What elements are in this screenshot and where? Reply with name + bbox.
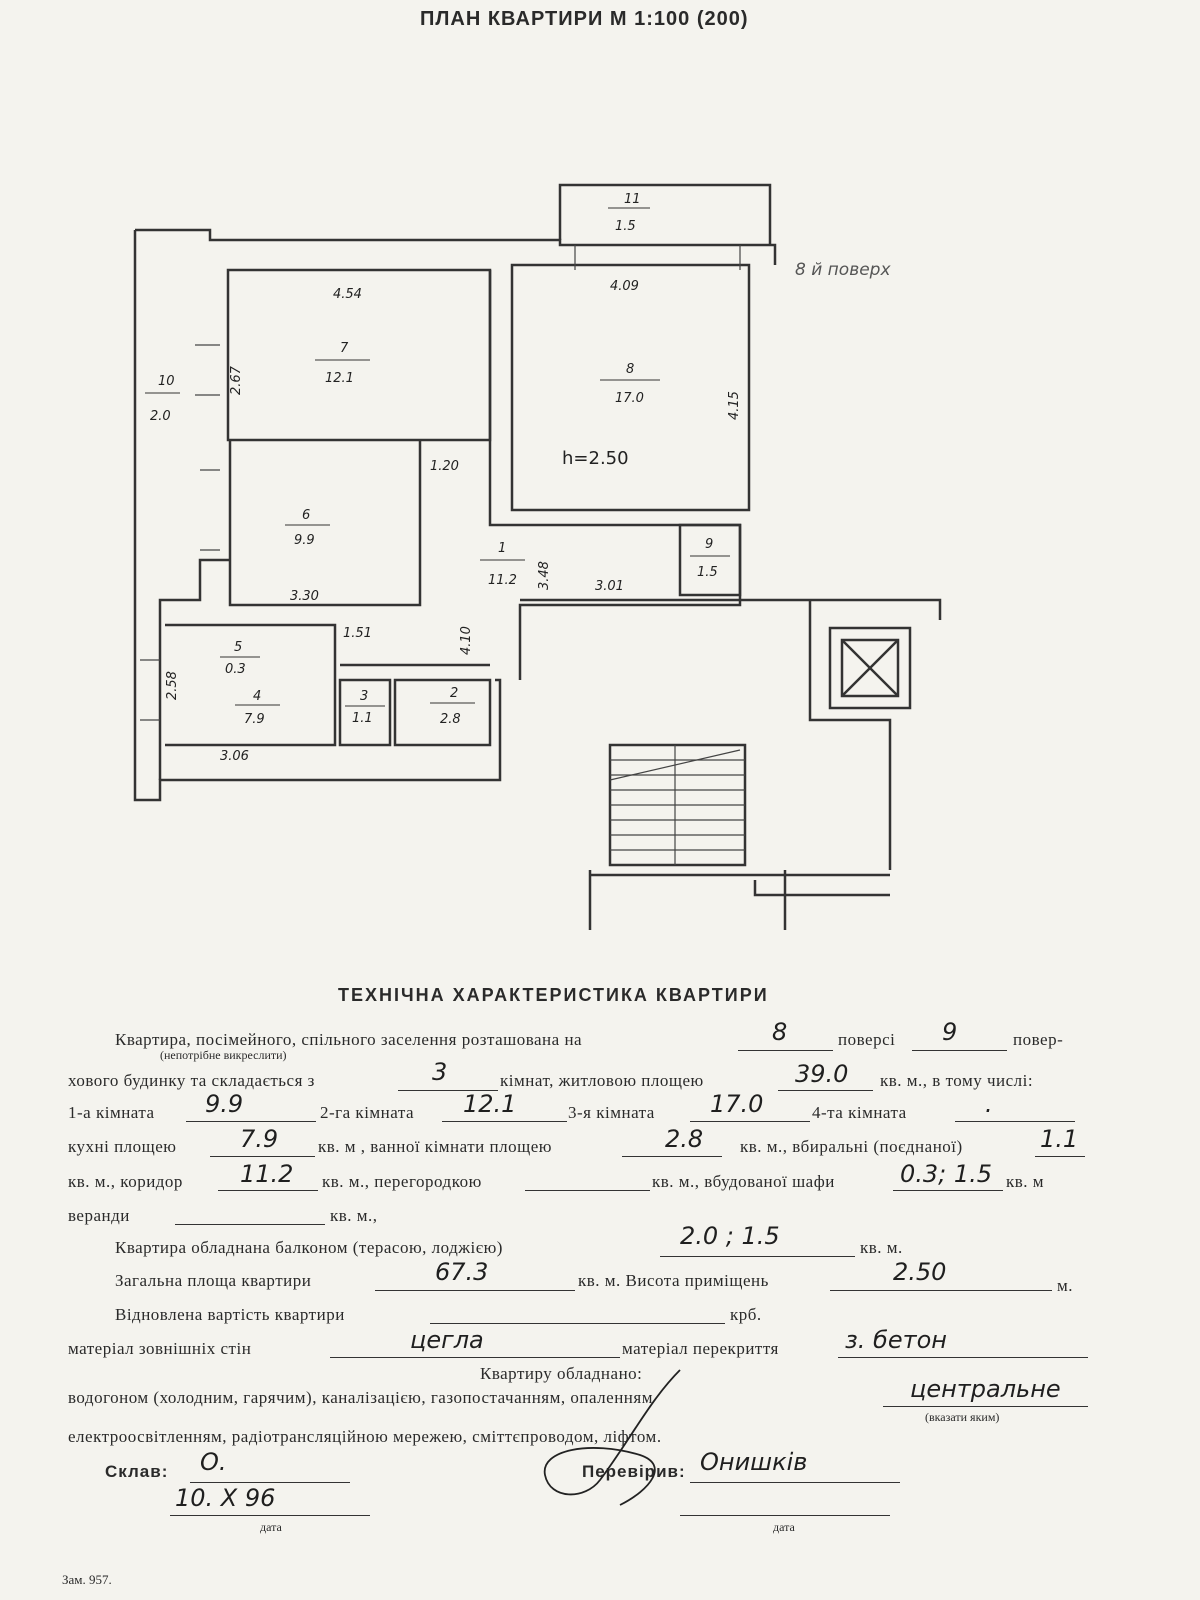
text-r2c: кв. м., в тому числі: [880, 1071, 1034, 1090]
room-area-label: 0.3 [225, 662, 246, 677]
ceiling-value: з. бетон [845, 1326, 947, 1354]
room2-value: 12.1 [463, 1090, 517, 1118]
text-r1b: поверсі [838, 1030, 896, 1049]
dimension-label: 3.30 [290, 589, 319, 604]
text-r4b: кв. м , ванної кімнати площею [318, 1137, 552, 1156]
room-number-label: 11 [624, 192, 641, 207]
room-number-label: 4 [253, 689, 262, 704]
living-area-value: 39.0 [795, 1060, 849, 1088]
dimension-label: 4.09 [610, 279, 639, 294]
compiled-signature: О. [200, 1448, 227, 1476]
heating-value: центральне [910, 1375, 1061, 1403]
dimension-label: 1.20 [430, 459, 459, 474]
text-r2a: хового будинку та складається з [68, 1071, 315, 1090]
plan-title: ПЛАН КВАРТИРИ М 1:100 (200) [420, 8, 749, 30]
dimension-label: 2.58 [165, 671, 180, 700]
room-area-label: 2.8 [440, 712, 461, 727]
room3-value: 17.0 [710, 1090, 764, 1118]
checked-signature: Онишків [700, 1448, 808, 1476]
corridor-value: 11.2 [240, 1160, 294, 1188]
dimension-label: 3.48 [537, 561, 552, 590]
room-area-label: 7.9 [244, 712, 265, 727]
text-r8c: м. [1057, 1276, 1074, 1295]
room-number-label: 7 [340, 341, 349, 356]
text-r9a: Відновлена вартість квартири [115, 1305, 345, 1324]
date-value: 10. X 96 [175, 1484, 276, 1512]
text-r5d: кв. м [1006, 1172, 1045, 1191]
text-r10a: матеріал зовнішніх стін [68, 1339, 252, 1358]
text-r6a: веранди [68, 1206, 130, 1225]
text-r3b: 2-га кімната [320, 1103, 415, 1122]
signature-scribble [530, 1360, 730, 1520]
dimension-label: 2.67 [229, 366, 244, 395]
balcony-value: 2.0 ; 1.5 [680, 1222, 780, 1250]
room4-value: . [985, 1090, 993, 1118]
room-area-label: 17.0 [615, 391, 644, 406]
note-cross-out: (непотрібне викреслити) [160, 1048, 287, 1062]
text-r8b: кв. м. Висота приміщень [578, 1271, 769, 1290]
text-r11: Квартиру обладнано: [480, 1364, 643, 1383]
text-r4a: кухні площею [68, 1137, 177, 1156]
room-area-label: 1.5 [697, 565, 718, 580]
bath-value: 2.8 [665, 1125, 704, 1153]
footer-order: Зам. 957. [62, 1572, 112, 1587]
wc-value: 1.1 [1040, 1125, 1079, 1153]
spec-title: ТЕХНІЧНА ХАРАКТЕРИСТИКА КВАРТИРИ [338, 985, 769, 1005]
dimension-label: 4.10 [459, 626, 474, 655]
room-number-label: 10 [158, 374, 175, 389]
text-r5b: кв. м., перегородкою [322, 1172, 482, 1191]
text-r1a: Квартира, посімейного, спільного заселення розташована на [115, 1030, 583, 1049]
date-caption: дата [260, 1520, 282, 1534]
room-number-label: 3 [360, 689, 369, 704]
date-caption: дата [773, 1520, 795, 1534]
text-r8a: Загальна площа квартири [115, 1271, 312, 1290]
text-r1c: повер- [1013, 1030, 1064, 1049]
room-area-label: 11.2 [488, 573, 517, 588]
room-number-label: 9 [705, 537, 714, 552]
height-value: 2.50 [893, 1258, 947, 1286]
room-number-label: 6 [302, 508, 311, 523]
text-r9b: крб. [730, 1305, 762, 1324]
rooms-count-value: 3 [432, 1058, 448, 1086]
room-number-label: 2 [450, 686, 459, 701]
room-area-label: 2.0 [150, 409, 171, 424]
text-r13: електроосвітленням, радіотрансляційною мережею, сміттєпроводом, ліфтом. [68, 1427, 662, 1446]
floor-value: 8 [772, 1018, 788, 1046]
text-r5c: кв. м., вбудованої шафи [652, 1172, 835, 1191]
text-r10b: матеріал перекриття [622, 1339, 779, 1358]
dimension-label: 3.01 [595, 579, 624, 594]
closet-value: 0.3; 1.5 [900, 1160, 993, 1188]
text-r7b: кв. м. [860, 1238, 903, 1257]
text-r7a: Квартира обладнана балконом (терасою, лоджією) [115, 1238, 503, 1257]
room1-value: 9.9 [205, 1090, 244, 1118]
floor-note: 8 й поверх [795, 260, 891, 280]
checked-label: Перевірив: [582, 1462, 686, 1481]
room-area-label: 12.1 [325, 371, 354, 386]
text-r3c: 3-я кімната [568, 1103, 655, 1122]
dimension-label: 4.15 [727, 391, 742, 420]
note-specify: (вказати яким) [925, 1410, 1000, 1424]
room-area-label: 1.5 [615, 219, 636, 234]
text-r5a: кв. м., коридор [68, 1172, 183, 1191]
text-r3d: 4-та кімната [812, 1103, 907, 1122]
height-label: h=2.50 [562, 448, 629, 469]
total-area-value: 67.3 [435, 1258, 489, 1286]
text-r12: водогоном (холодним, гарячим), каналізацією, газопостачанням, опаленням [68, 1388, 653, 1407]
text-r2b: кімнат, житловою площею [500, 1071, 704, 1090]
dimension-label: 1.51 [343, 626, 372, 641]
room-number-label: 8 [626, 362, 635, 377]
text-r4c: кв. м., вбиральні (поєднаної) [740, 1137, 963, 1156]
room-area-label: 9.9 [294, 533, 315, 548]
room-area-label: 1.1 [352, 711, 373, 726]
dimension-label: 4.54 [333, 287, 362, 302]
room-number-label: 5 [234, 640, 243, 655]
room-number-label: 1 [498, 541, 507, 556]
dimension-label: 3.06 [220, 749, 249, 764]
kitchen-value: 7.9 [240, 1125, 279, 1153]
floors-total-value: 9 [942, 1018, 958, 1046]
walls-value: цегла [410, 1326, 484, 1354]
text-r3a: 1-а кімната [68, 1103, 155, 1122]
text-r6b: кв. м., [330, 1206, 378, 1225]
compiled-label: Склав: [105, 1462, 169, 1481]
